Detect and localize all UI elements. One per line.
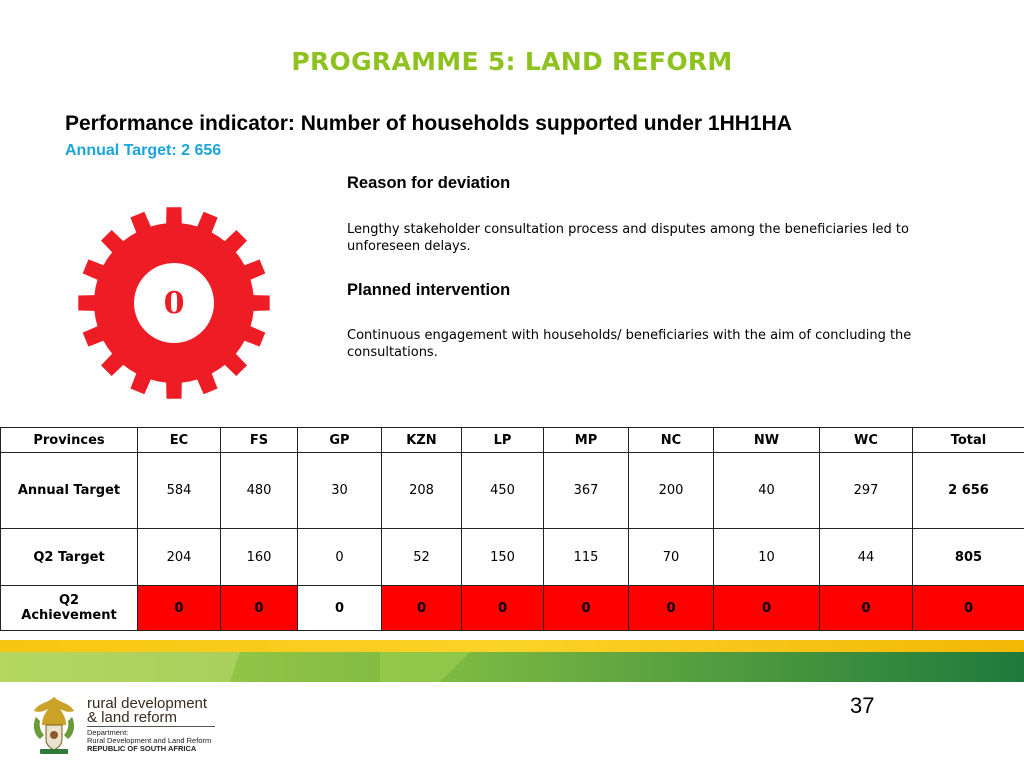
header-cell: WC: [820, 428, 913, 453]
table-cell: 0: [382, 586, 462, 631]
brand-name-line2: & land reform: [87, 709, 178, 726]
slide-title: PROGRAMME 5: LAND REFORM: [291, 47, 733, 76]
row-label: Q2 Target: [1, 529, 138, 586]
table-header-row: [1, 428, 1024, 453]
table-cell: 0: [714, 586, 820, 631]
total-cell: 2 656: [913, 453, 1024, 529]
header-cell: FS: [221, 428, 298, 453]
gear-graphic: [76, 205, 272, 401]
page-number: 37: [850, 693, 875, 718]
table-row-q2-achievement: [1, 586, 1024, 631]
province-targets-table: [0, 427, 1024, 631]
table-cell: 450: [462, 453, 544, 529]
header-cell: Provinces: [1, 428, 138, 453]
table-cell: 150: [462, 529, 544, 586]
planned-intervention-heading: Planned intervention: [347, 281, 511, 299]
gear-value: 0: [163, 285, 185, 321]
table-cell: 52: [382, 529, 462, 586]
brand-name-line1: rural development: [87, 695, 208, 712]
table-cell: 367: [544, 453, 629, 529]
table-cell: 0: [298, 586, 382, 631]
table-cell: 297: [820, 453, 913, 529]
header-cell: MP: [544, 428, 629, 453]
department-label: Department:: [87, 728, 129, 737]
planned-intervention-text: Continuous engagement with households/ beneficiaries with the aim of concluding the consultations.: [347, 328, 912, 360]
decorative-color-band: [0, 640, 1024, 682]
total-cell: 805: [913, 529, 1024, 586]
table-cell: 115: [544, 529, 629, 586]
table-cell: 160: [221, 529, 298, 586]
table-cell: 200: [629, 453, 714, 529]
header-cell: EC: [138, 428, 221, 453]
table-cell: 10: [714, 529, 820, 586]
header-cell: LP: [462, 428, 544, 453]
department-logo: [30, 695, 220, 759]
table-cell: 0: [544, 586, 629, 631]
table-cell: 0: [221, 586, 298, 631]
header-cell: NW: [714, 428, 820, 453]
row-label: Annual Target: [1, 453, 138, 529]
table-cell: 208: [382, 453, 462, 529]
table-cell: 44: [820, 529, 913, 586]
table-cell: 204: [138, 529, 221, 586]
table-cell: 584: [138, 453, 221, 529]
annual-target-text: Annual Target: 2 656: [65, 142, 222, 159]
department-name: Rural Development and Land Reform: [87, 736, 212, 745]
table-cell: 40: [714, 453, 820, 529]
row-label-line: Achievement: [21, 608, 117, 623]
logo-divider: [87, 726, 215, 727]
performance-indicator: Performance indicator: Number of households supported under 1HH1HA: [65, 112, 792, 135]
country-name: REPUBLIC OF SOUTH AFRICA: [87, 744, 197, 753]
row-label: [1, 586, 138, 631]
reason-for-deviation-text: Lengthy stakeholder consultation process and disputes among the beneficiaries led to unforeseen delays.: [347, 222, 909, 254]
table-cell: 0: [629, 586, 714, 631]
table-cell: 0: [462, 586, 544, 631]
total-cell: 0: [913, 586, 1024, 631]
header-cell: Total: [913, 428, 1024, 453]
header-cell: KZN: [382, 428, 462, 453]
table-row-q2-target: [1, 529, 1024, 586]
table-cell: 0: [138, 586, 221, 631]
header-cell: GP: [298, 428, 382, 453]
table-cell: 30: [298, 453, 382, 529]
table-cell: 0: [820, 586, 913, 631]
reason-for-deviation-heading: Reason for deviation: [347, 174, 511, 192]
table-cell: 480: [221, 453, 298, 529]
table-cell: 70: [629, 529, 714, 586]
table-row-annual-target: [1, 453, 1024, 529]
row-label-line: Q2: [58, 593, 80, 608]
coat-of-arms-icon: [30, 695, 78, 757]
table-cell: 0: [298, 529, 382, 586]
header-cell: NC: [629, 428, 714, 453]
